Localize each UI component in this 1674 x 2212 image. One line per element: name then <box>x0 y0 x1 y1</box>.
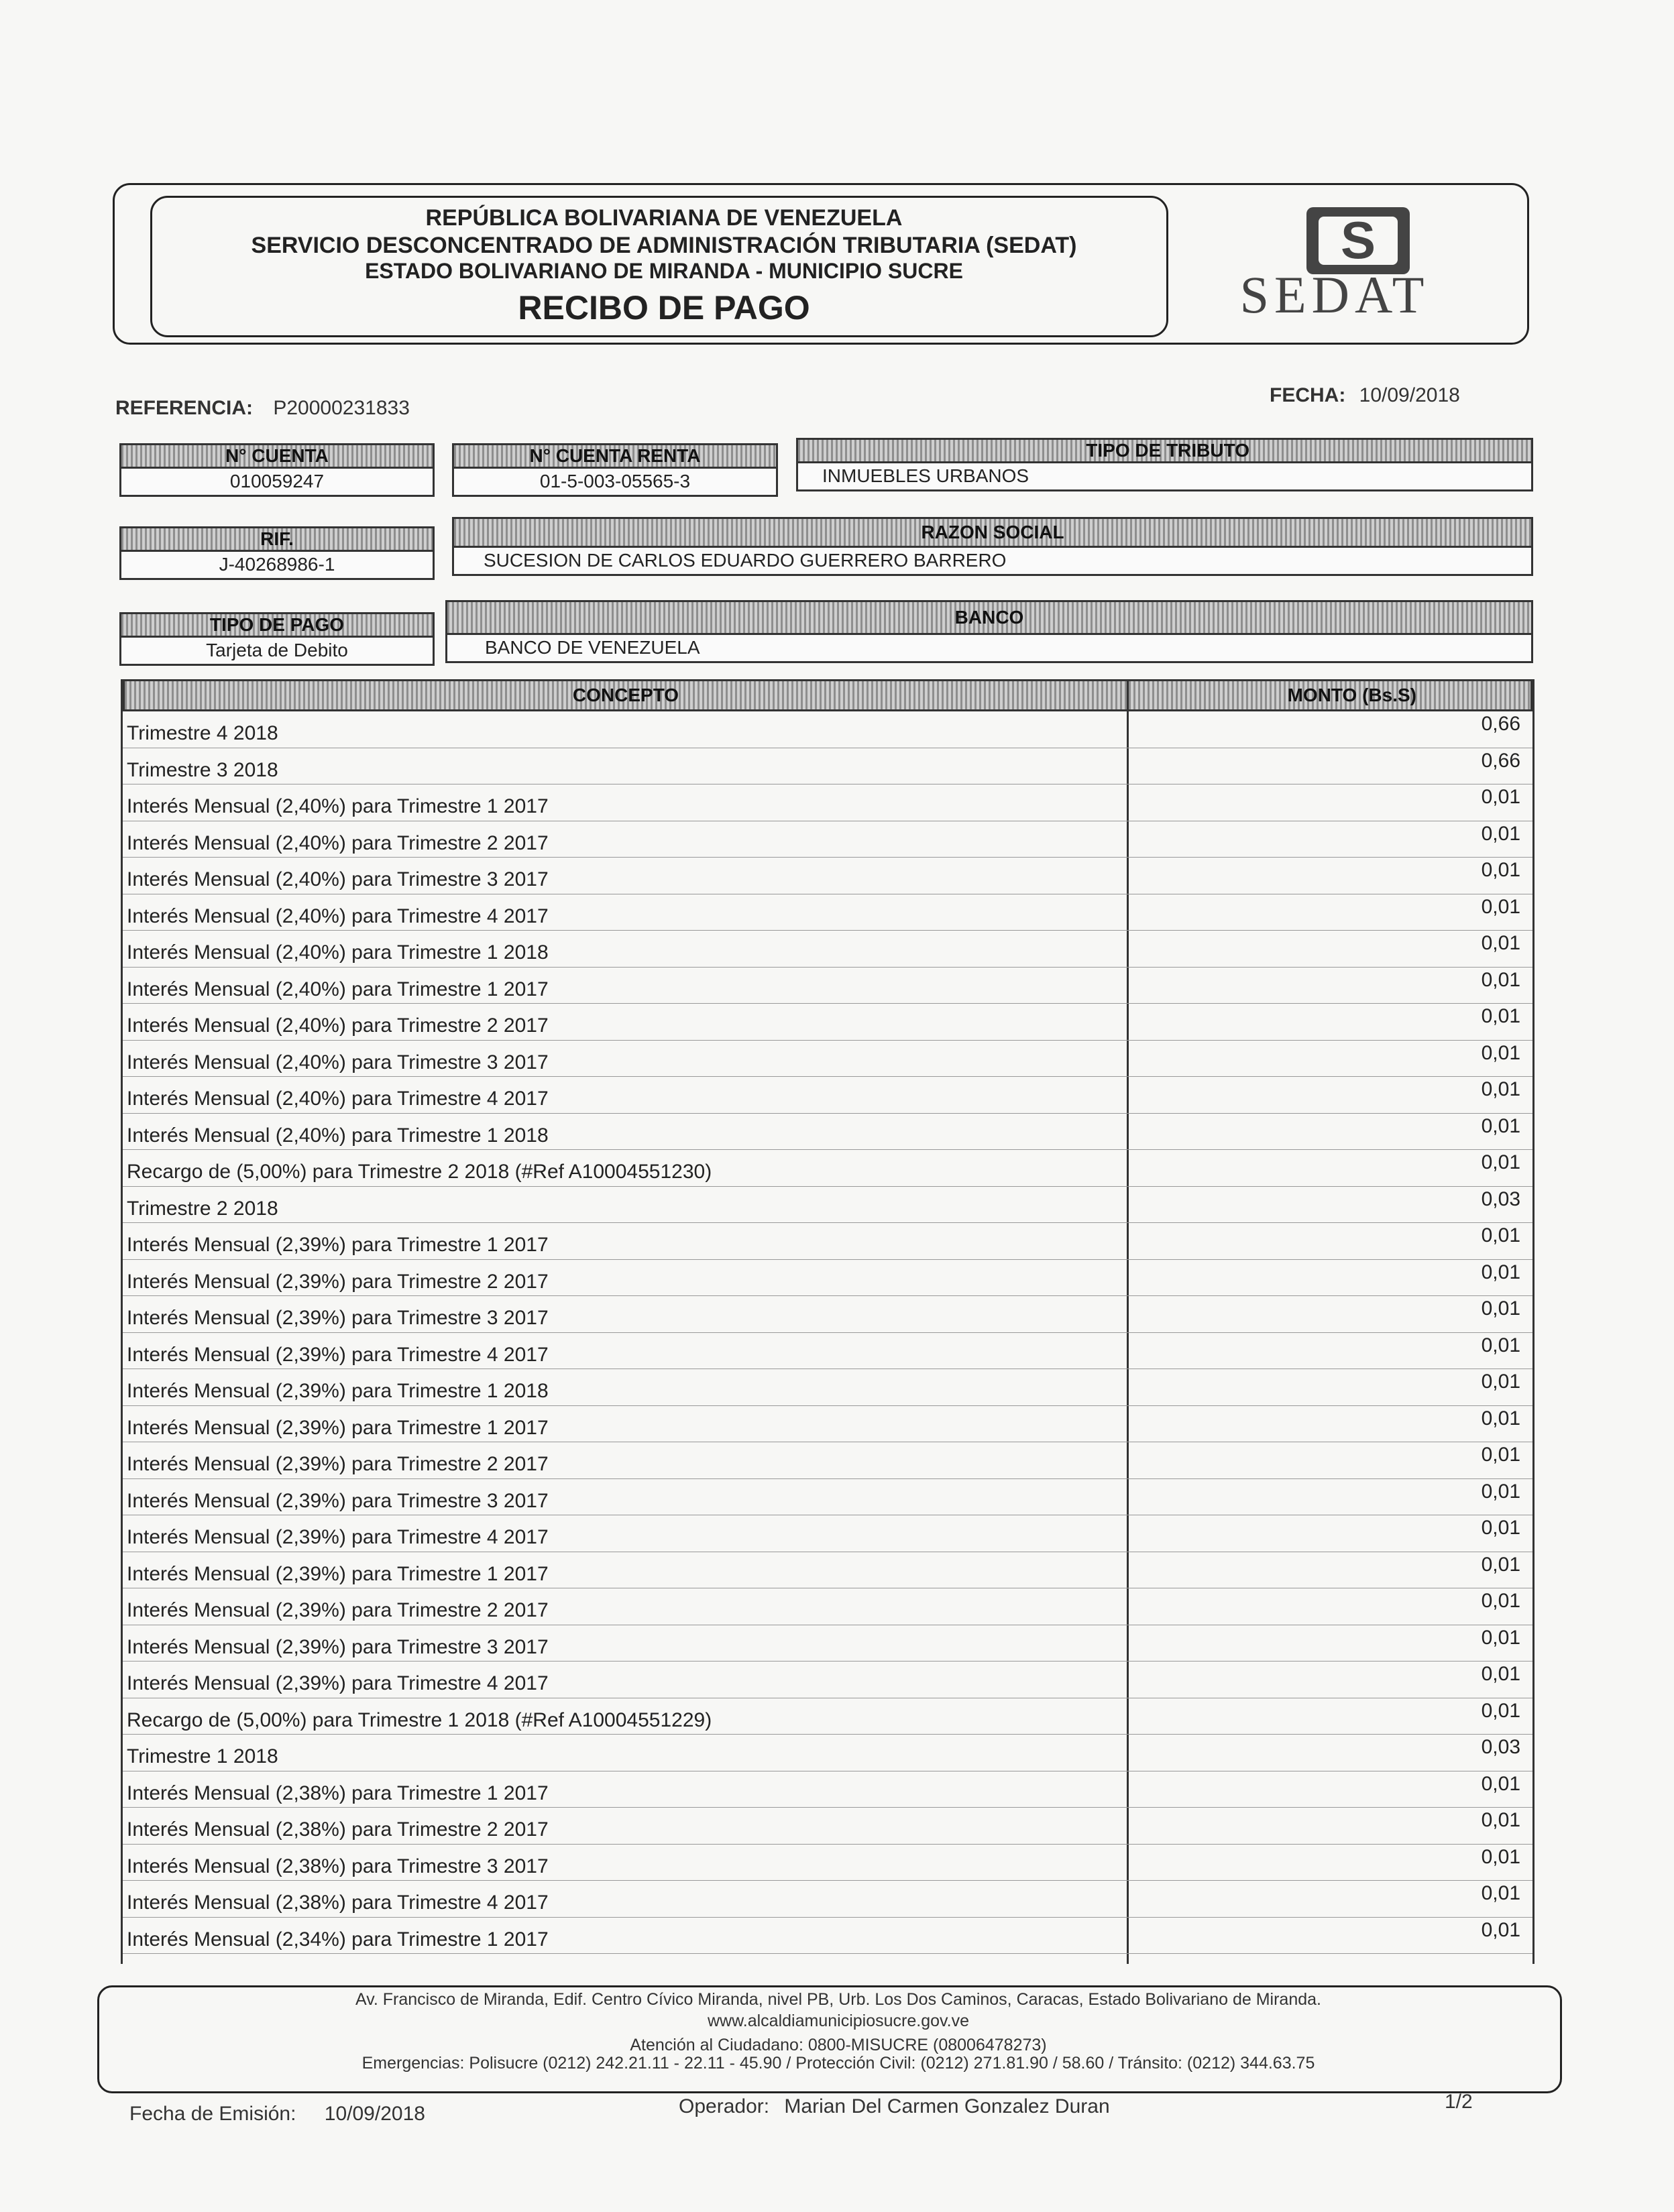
row-concepto: Interés Mensual (2,40%) para Trimestre 1 2017 <box>127 978 549 1000</box>
row-monto: 0,01 <box>1481 1041 1520 1064</box>
table-row <box>123 1333 1532 1370</box>
row-concepto: Interés Mensual (2,39%) para Trimestre 3 2017 <box>127 1489 549 1512</box>
row-monto: 0,03 <box>1481 1187 1520 1210</box>
row-concepto: Interés Mensual (2,39%) para Trimestre 3 2017 <box>127 1307 549 1329</box>
row-monto: 0,01 <box>1481 1480 1520 1503</box>
concept-header: CONCEPTO <box>123 679 1129 711</box>
field-rif-label: RIF. <box>119 526 435 552</box>
monto-header: MONTO (Bs.S) <box>1127 679 1532 711</box>
row-monto: 0,01 <box>1481 1261 1520 1283</box>
table-row <box>123 1077 1532 1114</box>
field-cuenta-label: N° CUENTA <box>119 443 435 469</box>
row-concepto: Trimestre 2 2018 <box>127 1197 278 1220</box>
fecha <box>1270 384 1460 407</box>
row-monto: 0,01 <box>1481 968 1520 991</box>
table-row <box>123 711 1532 748</box>
table-row <box>123 1845 1532 1881</box>
row-concepto: Interés Mensual (2,40%) para Trimestre 1 2017 <box>127 795 549 817</box>
row-monto: 0,01 <box>1481 1590 1520 1612</box>
row-concepto: Interés Mensual (2,39%) para Trimestre 1 2018 <box>127 1380 549 1402</box>
concept-table <box>121 679 1534 1964</box>
fecha-label: FECHA: <box>1270 384 1346 406</box>
logo-letter: S <box>1340 211 1376 270</box>
table-row <box>123 1442 1532 1479</box>
row-concepto: Interés Mensual (2,39%) para Trimestre 4 2017 <box>127 1526 549 1548</box>
row-concepto: Interés Mensual (2,40%) para Trimestre 2 2017 <box>127 1014 549 1037</box>
table-row <box>123 1662 1532 1698</box>
table-row <box>123 1698 1532 1735</box>
row-monto: 0,01 <box>1481 1224 1520 1246</box>
operador-label: Operador: <box>679 2095 770 2117</box>
row-concepto: Interés Mensual (2,40%) para Trimestre 4 2017 <box>127 905 549 927</box>
row-concepto: Interés Mensual (2,39%) para Trimestre 4 2017 <box>127 1343 549 1366</box>
field-banco-label: BANCO <box>445 600 1533 635</box>
table-row <box>123 1771 1532 1808</box>
field-cuenta-renta-label: N° CUENTA RENTA <box>452 443 778 469</box>
row-concepto: Trimestre 4 2018 <box>127 722 278 744</box>
header-line-1: REPÚBLICA BOLIVARIANA DE VENEZUELA <box>425 205 903 231</box>
row-monto: 0,01 <box>1481 786 1520 808</box>
field-rif-value: J-40268986-1 <box>119 552 435 580</box>
operador-value: Marian Del Carmen Gonzalez Duran <box>784 2095 1110 2117</box>
field-banco <box>445 600 1533 663</box>
concept-rows <box>123 711 1532 1954</box>
field-cuenta-value: 010059247 <box>119 469 435 497</box>
table-row <box>123 1369 1532 1406</box>
row-concepto: Interés Mensual (2,39%) para Trimestre 1 2017 <box>127 1562 549 1585</box>
field-tipo-tributo-value: INMUEBLES URBANOS <box>796 463 1533 491</box>
row-monto: 0,01 <box>1481 1882 1520 1904</box>
footer-emergencias: Emergencias: Polisucre (0212) 242.21.11 - 22.11 - 45.90 / Protección Civil: (0212) 271.81.90 / 58.60 / Tránsito: (0212) 344.63.75 <box>361 2054 1315 2073</box>
row-concepto: Interés Mensual (2,40%) para Trimestre 3 2017 <box>127 868 549 890</box>
row-concepto: Interés Mensual (2,39%) para Trimestre 1 2017 <box>127 1234 549 1256</box>
page-number: 1/2 <box>1445 2091 1473 2113</box>
table-row <box>123 931 1532 968</box>
row-concepto: Interés Mensual (2,39%) para Trimestre 4 2017 <box>127 1672 549 1694</box>
table-row <box>123 1479 1532 1516</box>
row-concepto: Interés Mensual (2,40%) para Trimestre 1 2018 <box>127 1124 549 1147</box>
row-monto: 0,01 <box>1481 932 1520 954</box>
row-concepto: Interés Mensual (2,39%) para Trimestre 3 2017 <box>127 1635 549 1658</box>
fecha-emision <box>129 2103 425 2126</box>
operador <box>679 2095 1110 2118</box>
row-concepto: Interés Mensual (2,40%) para Trimestre 4 2017 <box>127 1088 549 1110</box>
row-monto: 0,01 <box>1481 1699 1520 1722</box>
row-monto: 0,01 <box>1481 1553 1520 1576</box>
field-cuenta-renta-value: 01-5-003-05565-3 <box>452 469 778 497</box>
row-concepto: Interés Mensual (2,39%) para Trimestre 2 2017 <box>127 1270 549 1293</box>
row-concepto: Interés Mensual (2,40%) para Trimestre 3 2017 <box>127 1051 549 1073</box>
row-concepto: Interés Mensual (2,38%) para Trimestre 4 2017 <box>127 1891 549 1914</box>
footer-address: Av. Francisco de Miranda, Edif. Centro Cívico Miranda, nivel PB, Urb. Los Dos Caminos, Caracas, Estado Bolivariano de Miranda. <box>355 1990 1321 2009</box>
table-row <box>123 1187 1532 1224</box>
row-monto: 0,03 <box>1481 1736 1520 1758</box>
table-row <box>123 1625 1532 1662</box>
field-rif <box>119 526 435 580</box>
field-razon-social-value: SUCESION DE CARLOS EDUARDO GUERRERO BARRERO <box>452 548 1533 576</box>
referencia <box>115 397 410 420</box>
logo-wordmark: SEDAT <box>1239 266 1430 324</box>
table-row <box>123 858 1532 894</box>
field-banco-value: BANCO DE VENEZUELA <box>445 635 1533 663</box>
row-concepto: Interés Mensual (2,38%) para Trimestre 1 2017 <box>127 1782 549 1804</box>
emision-value: 10/09/2018 <box>324 2103 425 2125</box>
table-row <box>123 1881 1532 1918</box>
row-monto: 0,01 <box>1481 1371 1520 1393</box>
row-monto: 0,01 <box>1481 1663 1520 1685</box>
row-concepto: Interés Mensual (2,39%) para Trimestre 2 2017 <box>127 1599 549 1621</box>
row-monto: 0,01 <box>1481 1626 1520 1649</box>
row-monto: 0,01 <box>1481 1151 1520 1173</box>
footer-website: www.alcaldiamunicipiosucre.gov.ve <box>708 2012 969 2030</box>
referencia-value: P20000231833 <box>273 397 410 419</box>
row-concepto: Interés Mensual (2,38%) para Trimestre 3 2017 <box>127 1855 549 1877</box>
row-monto: 0,01 <box>1481 1809 1520 1831</box>
field-tipo-tributo-label: TIPO DE TRIBUTO <box>796 438 1533 463</box>
table-row <box>123 821 1532 858</box>
row-monto: 0,01 <box>1481 1078 1520 1100</box>
row-monto: 0,01 <box>1481 1517 1520 1539</box>
row-concepto: Interés Mensual (2,34%) para Trimestre 1 2017 <box>127 1928 549 1951</box>
table-row <box>123 1004 1532 1041</box>
field-razon-social-label: RAZON SOCIAL <box>452 517 1533 548</box>
table-row <box>123 784 1532 821</box>
row-concepto: Trimestre 3 2018 <box>127 758 278 781</box>
row-monto: 0,66 <box>1481 749 1520 772</box>
header-line-3: ESTADO BOLIVARIANO DE MIRANDA - MUNICIPIO SUCRE <box>365 259 963 283</box>
table-row <box>123 1588 1532 1625</box>
row-monto: 0,01 <box>1481 895 1520 918</box>
table-row <box>123 1515 1532 1552</box>
row-monto: 0,01 <box>1481 1114 1520 1137</box>
row-monto: 0,01 <box>1481 822 1520 845</box>
row-concepto: Recargo de (5,00%) para Trimestre 2 2018 (#Ref A10004551230) <box>127 1161 712 1183</box>
table-row <box>123 1041 1532 1078</box>
field-tipo-pago-value: Tarjeta de Debito <box>119 638 435 666</box>
fecha-value: 10/09/2018 <box>1359 384 1460 406</box>
row-monto: 0,01 <box>1481 1005 1520 1027</box>
table-row <box>123 748 1532 785</box>
row-monto: 0,01 <box>1481 1845 1520 1868</box>
row-monto: 0,66 <box>1481 713 1520 735</box>
table-row <box>123 1296 1532 1333</box>
field-razon-social <box>452 517 1533 576</box>
table-row <box>123 1735 1532 1771</box>
table-row <box>123 1114 1532 1151</box>
row-monto: 0,01 <box>1481 859 1520 881</box>
row-monto: 0,01 <box>1481 1444 1520 1466</box>
table-row <box>123 894 1532 931</box>
table-row <box>123 1223 1532 1260</box>
table-row <box>123 1552 1532 1589</box>
emision-label: Fecha de Emisión: <box>129 2103 296 2125</box>
row-concepto: Interés Mensual (2,38%) para Trimestre 2 2017 <box>127 1818 549 1841</box>
table-row <box>123 1406 1532 1443</box>
field-cuenta <box>119 443 435 497</box>
row-concepto: Interés Mensual (2,40%) para Trimestre 1 2018 <box>127 941 549 964</box>
row-monto: 0,01 <box>1481 1918 1520 1941</box>
table-row <box>123 1808 1532 1845</box>
document-title: RECIBO DE PAGO <box>518 289 810 327</box>
row-concepto: Interés Mensual (2,39%) para Trimestre 1 2017 <box>127 1416 549 1439</box>
row-monto: 0,01 <box>1481 1334 1520 1356</box>
field-tipo-pago-label: TIPO DE PAGO <box>119 612 435 638</box>
referencia-label: REFERENCIA: <box>115 397 254 419</box>
row-monto: 0,01 <box>1481 1297 1520 1320</box>
field-tipo-tributo <box>796 438 1533 491</box>
row-monto: 0,01 <box>1481 1772 1520 1795</box>
footer-atencion: Atención al Ciudadano: 0800-MISUCRE (08006478273) <box>630 2036 1047 2054</box>
row-monto: 0,01 <box>1481 1407 1520 1430</box>
row-concepto: Interés Mensual (2,40%) para Trimestre 2 2017 <box>127 831 549 854</box>
header-line-2: SERVICIO DESCONCENTRADO DE ADMINISTRACIÓN TRIBUTARIA (SEDAT) <box>251 233 1077 258</box>
row-concepto: Trimestre 1 2018 <box>127 1745 278 1767</box>
table-row <box>123 968 1532 1004</box>
row-concepto: Recargo de (5,00%) para Trimestre 1 2018 (#Ref A10004551229) <box>127 1708 712 1731</box>
table-row <box>123 1260 1532 1297</box>
field-tipo-pago <box>119 612 435 666</box>
table-row <box>123 1150 1532 1187</box>
field-cuenta-renta <box>452 443 778 497</box>
table-row <box>123 1918 1532 1955</box>
row-concepto: Interés Mensual (2,39%) para Trimestre 2 2017 <box>127 1453 549 1475</box>
